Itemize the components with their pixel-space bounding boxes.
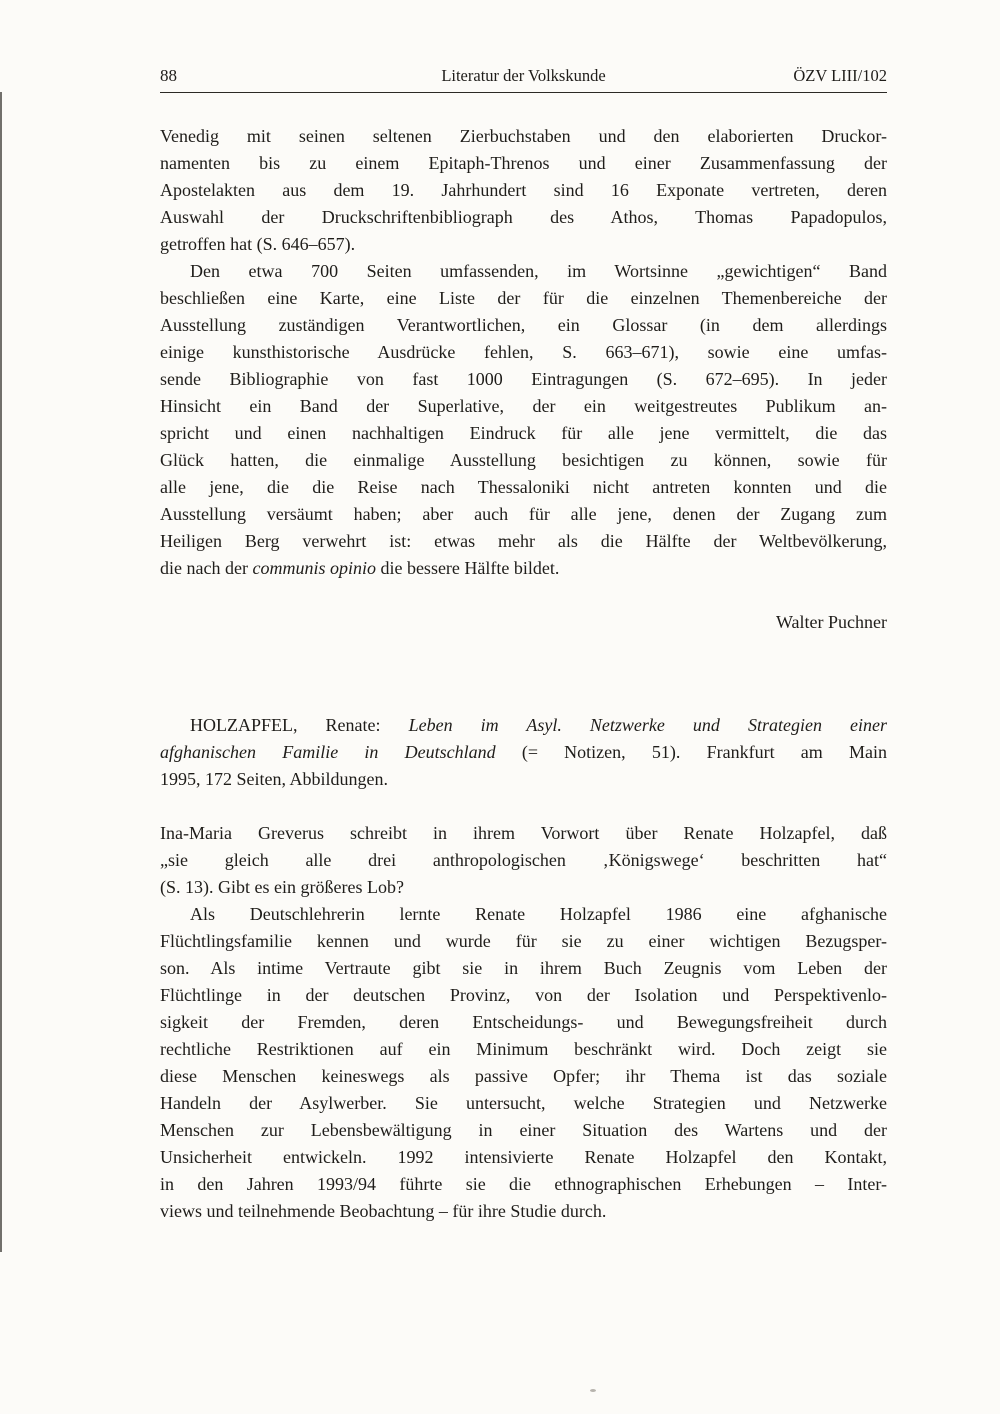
text-line: Ausstellung versäumt haben; aber auch für alle jene, denen der Zugang zum: [160, 504, 887, 524]
text-line: son. Als intime Vertraute gibt sie in ihrem Buch Zeugnis vom Leben der: [160, 958, 887, 978]
review-section-athos-catalog: [160, 123, 887, 636]
text-line: Handeln der Asylwerber. Sie untersucht, welche Strategien und Netzwerke: [160, 1093, 887, 1113]
book-reference-heading: [160, 712, 887, 793]
paragraph: [160, 820, 887, 901]
text-line: [160, 712, 887, 739]
paragraph: [160, 258, 887, 582]
text-line: diese Menschen keineswegs als passive Opfer; ihr Thema ist das soziale: [160, 1066, 887, 1086]
text-line: Glück hatten, die einmalige Ausstellung besichtigen zu können, sowie für: [160, 450, 887, 470]
text-line: views und teilnehmende Beobachtung – für ihre Studie durch.: [160, 1201, 607, 1221]
text-line: Hinsicht ein Band der Superlative, der ein weitgestreutes Publikum an-: [160, 396, 887, 416]
review-section-holzapfel: [160, 712, 887, 1225]
text-line: beschließen eine Karte, eine Liste der für die einzelnen Themenbereiche der: [160, 288, 887, 308]
paragraph: [160, 901, 887, 1225]
book-title-italic: afghanischen Familie in Deutschland: [160, 742, 496, 762]
text-line: sende Bibliographie von fast 1000 Eintragungen (S. 672–695). In jeder: [160, 369, 887, 389]
text-line: Unsicherheit entwickeln. 1992 intensivierte Renate Holzapfel den Kontakt,: [160, 1147, 887, 1167]
book-author: HOLZAPFEL, Renate:: [190, 715, 409, 735]
text-line: Heiligen Berg verwehrt ist: etwas mehr als die Hälfte der Weltbevölkerung,: [160, 531, 887, 551]
text-line: Apostelakten aus dem 19. Jahrhundert sind 16 Exponate vertreten, deren: [160, 180, 887, 200]
text-line: Flüchtlinge in der deutschen Provinz, von der Isolation und Perspektivenlo-: [160, 985, 887, 1005]
text-line: Auswahl der Druckschriftenbibliograph des Athos, Thomas Papadopulos,: [160, 207, 887, 227]
text-line: in den Jahren 1993/94 führte sie die ethnographischen Erhebungen – Inter-: [160, 1174, 887, 1194]
scan-edge-artifact: [0, 92, 2, 1252]
paragraph: [160, 123, 887, 258]
text-line: Venedig mit seinen seltenen Zierbuchstaben und den elaborierten Druckor-: [160, 126, 887, 146]
book-title-italic: Leben im Asyl. Netzwerke und Strategien einer: [408, 715, 887, 735]
text-line: „sie gleich alle drei anthropologischen ‚Königswege‘ beschritten hat“: [160, 850, 887, 870]
text-line: Flüchtlingsfamilie kennen und wurde für sie zu einer wichtigen Bezugsper-: [160, 931, 887, 951]
text-segment: die nach der: [160, 558, 253, 578]
text-line: einige kunsthistorische Ausdrücke fehlen, S. 663–671), sowie eine umfas-: [160, 342, 887, 362]
text-line: getroffen hat (S. 646–657).: [160, 234, 356, 254]
text-line: Als Deutschlehrerin lernte Renate Holzapfel 1986 eine afghanische: [190, 904, 887, 924]
header-journal-title: Literatur der Volkskunde: [441, 66, 606, 85]
latin-phrase-italic: communis opinio: [252, 558, 376, 578]
text-line: spricht und einen nachhaltigen Eindruck für alle jene vermittelt, die das: [160, 423, 887, 443]
text-line: (S. 13). Gibt es ein größeres Lob?: [160, 877, 404, 897]
text-line: Ina-Maria Greverus schreibt in ihrem Vorwort über Renate Holzapfel, daß: [160, 823, 887, 843]
header-rule: [160, 92, 887, 93]
text-line: namenten bis zu einem Epitaph-Threnos und einer Zusammenfassung der: [160, 153, 887, 173]
text-segment: die bessere Hälfte bildet.: [375, 558, 560, 578]
scan-speck: [590, 1389, 596, 1392]
text-line: [160, 555, 887, 582]
text-line: Menschen zur Lebensbewältigung in einer Situation des Wartens und der: [160, 1120, 887, 1140]
text-line: Den etwa 700 Seiten umfassenden, im Wortsinne „gewichtigen“ Band: [190, 261, 887, 281]
book-publication-info: (= Notizen, 51). Frankfurt am Main: [495, 742, 887, 762]
header-page-number: 88: [160, 66, 177, 85]
text-line: [160, 739, 887, 766]
text-line: rechtliche Restriktionen auf ein Minimum beschränkt wird. Doch zeigt sie: [160, 1039, 887, 1059]
page-body: [160, 123, 887, 1225]
page-header: [160, 66, 887, 85]
text-line: Ausstellung zuständigen Verantwortlichen, ein Glossar (in dem allerdings: [160, 315, 887, 335]
text-line: sigkeit der Fremden, deren Entscheidungs- und Bewegungsfreiheit durch: [160, 1012, 887, 1032]
reviewer-signature: Walter Puchner: [775, 612, 887, 632]
text-line: 1995, 172 Seiten, Abbildungen.: [160, 769, 388, 789]
text-line: alle jene, die die Reise nach Thessaloniki nicht antreten konnten und die: [160, 477, 887, 497]
page-content: [160, 0, 887, 1225]
header-issue-label: ÖZV LIII/102: [793, 66, 887, 85]
